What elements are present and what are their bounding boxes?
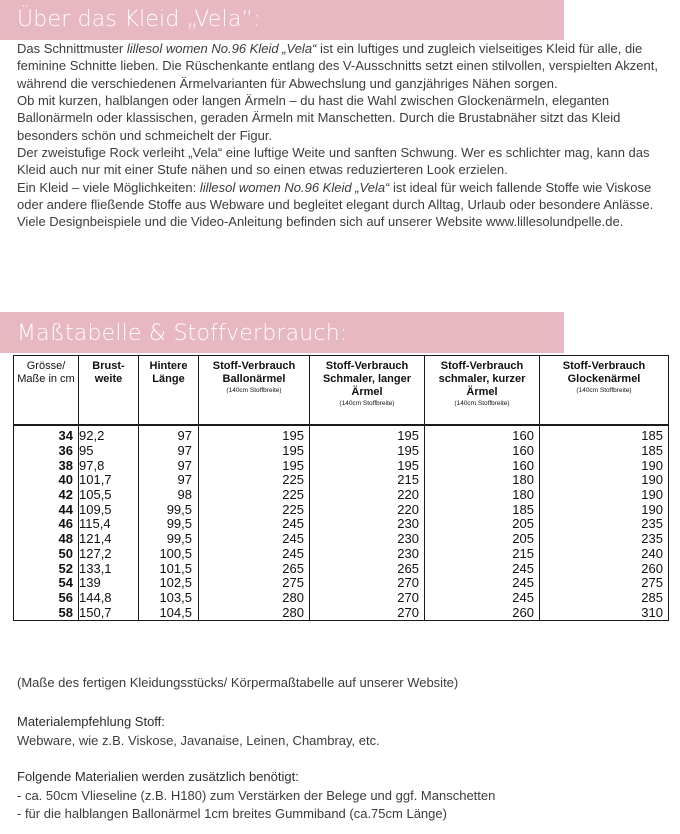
measure-cell: 103,5: [139, 591, 199, 606]
intro-paragraph: [17, 179, 672, 214]
measure-cell: 285: [540, 591, 669, 606]
measure-cell: 265: [310, 561, 425, 576]
column-header-label: Grösse/ Maße in cm: [17, 360, 75, 385]
extra-material-item: - ca. 50cm Vlieseline (z.B. H180) zum Verstärken der Belege und ggf. Manschetten: [17, 788, 496, 803]
measure-cell: 105,5: [79, 488, 139, 503]
table-row: [14, 576, 669, 591]
measure-cell: 97: [139, 458, 199, 473]
column-header-label: Stoff-Verbrauch Schmaler, langer Ärmel: [322, 360, 412, 398]
measure-cell: 115,4: [79, 517, 139, 532]
column-header-fabric-width: (140cm Stoffbreite): [226, 387, 282, 394]
table-row: [14, 429, 669, 444]
intro-text-run: ist ideal für weich fallende Stoffe wie Viskose oder andere fließende Stoffe aus Webware und begleitet elegant durch Alltag, Urlaub oder besondere Anlässe.: [17, 179, 654, 213]
measure-cell: 100,5: [139, 547, 199, 562]
section-banner-size-chart: [0, 312, 564, 353]
measure-cell: 97: [139, 473, 199, 488]
column-header-fabric-width: (140cm Stoffbreite): [454, 400, 510, 407]
measure-cell: 195: [199, 458, 310, 473]
measure-cell: 180: [425, 488, 540, 503]
measure-cell: 230: [310, 532, 425, 547]
measure-cell: 205: [425, 517, 540, 532]
measure-cell: 245: [199, 532, 310, 547]
column-header: [425, 356, 540, 426]
size-cell: 44: [14, 502, 79, 517]
table-row: [14, 547, 669, 562]
measure-cell: 109,5: [79, 502, 139, 517]
measure-cell: 190: [540, 502, 669, 517]
measure-cell: 185: [540, 429, 669, 444]
column-header: [14, 356, 79, 426]
measure-cell: 245: [425, 591, 540, 606]
measure-cell: 245: [425, 561, 540, 576]
measure-cell: 280: [199, 605, 310, 620]
measure-cell: 160: [425, 429, 540, 444]
size-cell: 56: [14, 591, 79, 606]
measure-cell: 195: [310, 429, 425, 444]
column-header-label: Hintere Länge: [149, 360, 188, 385]
intro-paragraph: [17, 40, 672, 92]
measure-cell: 92,2: [79, 429, 139, 444]
measure-cell: 245: [425, 576, 540, 591]
intro-paragraph: [17, 144, 672, 179]
extra-material-item: - für die halblangen Ballonärmel 1cm breites Gummiband (ca.75cm Länge): [17, 806, 447, 821]
material-heading: Materialempfehlung Stoff:: [17, 714, 165, 729]
size-chart-table: [13, 355, 669, 621]
size-cell: 58: [14, 605, 79, 620]
table-row: [14, 488, 669, 503]
size-cell: 36: [14, 444, 79, 459]
column-header-label: Stoff-Verbrauch Ballonärmel: [212, 360, 296, 385]
measure-cell: 260: [425, 605, 540, 620]
measure-cell: 265: [199, 561, 310, 576]
measure-cell: 133,1: [79, 561, 139, 576]
section-title-size-chart: Maßtabelle & Stoffverbrauch:: [17, 321, 348, 346]
size-cell: 42: [14, 488, 79, 503]
measure-cell: 101,5: [139, 561, 199, 576]
intro-text: [17, 40, 672, 231]
measure-cell: 240: [540, 547, 669, 562]
pattern-name: lillesol women No.96 Kleid „Vela“: [199, 179, 390, 195]
measure-cell: 144,8: [79, 591, 139, 606]
size-cell: 54: [14, 576, 79, 591]
measure-cell: 225: [199, 488, 310, 503]
measure-cell: 310: [540, 605, 669, 620]
measure-cell: 230: [310, 517, 425, 532]
measure-cell: 245: [199, 547, 310, 562]
intro-text-run: Das Schnittmuster: [17, 41, 127, 56]
size-cell: 50: [14, 547, 79, 562]
column-header-label: Stoff-Verbrauch Glockenärmel: [562, 360, 646, 385]
measure-cell: 275: [540, 576, 669, 591]
material-text: Webware, wie z.B. Viskose, Javanaise, Leinen, Chambray, etc.: [17, 733, 380, 748]
measure-cell: 97,8: [79, 458, 139, 473]
intro-text-run: Ob mit kurzen, halblangen oder langen Ärmeln – du hast die Wahl zwischen Glockenärmeln, eleganten Ballonärmeln oder klassischen, geraden Ärmeln mit Manschetten. Durch die Brustabnäher sitzt das Kleid besonders schön und schmeichelt der Figur.: [17, 93, 621, 143]
measure-cell: 95: [79, 444, 139, 459]
measure-cell: 220: [310, 488, 425, 503]
measure-cell: 99,5: [139, 517, 199, 532]
measure-cell: 225: [199, 473, 310, 488]
table-row: [14, 591, 669, 606]
column-header-fabric-width: (140cm Stoffbreite): [576, 387, 632, 394]
table-row: [14, 561, 669, 576]
measure-cell: 121,4: [79, 532, 139, 547]
column-header: [540, 356, 669, 426]
measure-cell: 235: [540, 517, 669, 532]
intro-text-run: Ein Kleid – viele Möglichkeiten:: [17, 179, 200, 195]
measure-cell: 215: [425, 547, 540, 562]
measure-cell: 215: [310, 473, 425, 488]
column-header-label: Brust-weite: [92, 360, 125, 385]
measure-cell: 160: [425, 458, 540, 473]
table-row: [14, 605, 669, 620]
column-header-label: Stoff-Verbrauch schmaler, kurzer Ärmel: [438, 360, 526, 398]
pattern-name: lillesol women No.96 Kleid „Vela“: [126, 41, 317, 56]
intro-text-run: ist ein luftiges und zugleich vielseitiges Kleid für alle, die feminine Schnitte lieben. Die Rüschenkante entlang des V-Ausschnitts setzt einen stilvollen, verspielten Akzent, während die verschiedenen Ärmelvarianten für Abwechslung und ganzjähriges Nähen sorgen.: [17, 41, 658, 91]
extra-materials-heading: Folgende Materialien werden zusätzlich benötigt:: [17, 769, 299, 784]
measure-cell: 139: [79, 576, 139, 591]
measure-cell: 270: [310, 605, 425, 620]
table-row: [14, 502, 669, 517]
size-chart-note: (Maße des fertigen Kleidungsstücks/ Körpermaßtabelle auf unserer Website): [17, 675, 459, 690]
measure-cell: 99,5: [139, 502, 199, 517]
measure-cell: 280: [199, 591, 310, 606]
measure-cell: 225: [199, 502, 310, 517]
table-row: [14, 532, 669, 547]
measure-cell: 260: [540, 561, 669, 576]
table-row: [14, 473, 669, 488]
measure-cell: 235: [540, 532, 669, 547]
size-chart-header-row: [14, 356, 669, 426]
measure-cell: 190: [540, 473, 669, 488]
size-cell: 46: [14, 517, 79, 532]
column-header-fabric-width: (140cm Stoffbreite): [339, 400, 395, 407]
size-cell: 38: [14, 458, 79, 473]
measure-cell: 97: [139, 429, 199, 444]
measure-cell: 185: [540, 444, 669, 459]
intro-text-run: Viele Designbeispiele und die Video-Anleitung befinden sich auf unserer Website www.lillesolundpelle.de.: [17, 214, 624, 230]
measure-cell: 270: [310, 591, 425, 606]
column-header: [310, 356, 425, 426]
measure-cell: 185: [425, 502, 540, 517]
intro-paragraph: [17, 92, 672, 144]
measure-cell: 180: [425, 473, 540, 488]
table-row: [14, 444, 669, 459]
column-header: [79, 356, 139, 426]
measure-cell: 104,5: [139, 605, 199, 620]
size-cell: 52: [14, 561, 79, 576]
table-row: [14, 458, 669, 473]
measure-cell: 195: [199, 444, 310, 459]
measure-cell: 230: [310, 547, 425, 562]
measure-cell: 102,5: [139, 576, 199, 591]
measure-cell: 97: [139, 444, 199, 459]
column-header: [139, 356, 199, 426]
measure-cell: 270: [310, 576, 425, 591]
measure-cell: 150,7: [79, 605, 139, 620]
column-header: [199, 356, 310, 426]
measure-cell: 101,7: [79, 473, 139, 488]
measure-cell: 195: [310, 458, 425, 473]
section-banner-about: [0, 0, 564, 40]
measure-cell: 195: [199, 429, 310, 444]
measure-cell: 220: [310, 502, 425, 517]
section-title-about: Über das Kleid „Vela“:: [17, 7, 261, 32]
size-cell: 48: [14, 532, 79, 547]
table-row: [14, 517, 669, 532]
size-cell: 40: [14, 473, 79, 488]
measure-cell: 98: [139, 488, 199, 503]
measure-cell: 275: [199, 576, 310, 591]
measure-cell: 99,5: [139, 532, 199, 547]
measure-cell: 160: [425, 444, 540, 459]
measure-cell: 205: [425, 532, 540, 547]
measure-cell: 190: [540, 488, 669, 503]
size-cell: 34: [14, 429, 79, 444]
measure-cell: 245: [199, 517, 310, 532]
measure-cell: 127,2: [79, 547, 139, 562]
measure-cell: 190: [540, 458, 669, 473]
measure-cell: 195: [310, 444, 425, 459]
intro-paragraph: [17, 213, 672, 230]
intro-text-run: Der zweistufige Rock verleiht „Vela“ eine luftige Weite und sanften Schwung. Wer es schlichter mag, kann das Kleid auch nur mit einer Stufe nähen und so einen etwas reduzierteren Look erzielen.: [17, 145, 650, 178]
